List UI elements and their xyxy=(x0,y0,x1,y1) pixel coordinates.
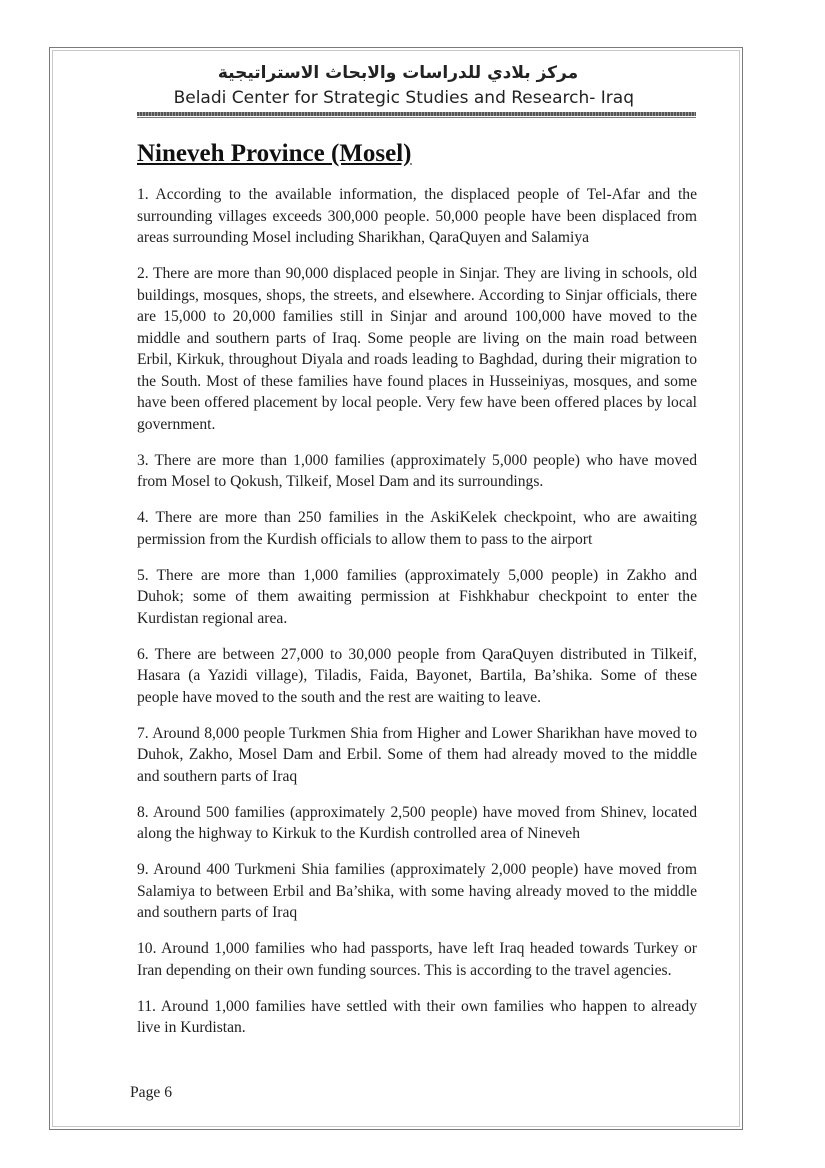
paragraph-7: 7. Around 8,000 people Turkmen Shia from Higher and Lower Sharikhan have moved to Duhok, Zakho, Mosel Dam and Erbil. Some of them had already moved to the middle and southern parts of Iraq xyxy=(137,724,697,785)
header-divider-thin xyxy=(137,117,696,118)
paragraph-9: 9. Around 400 Turkmeni Shia families (approximately 2,000 people) have moved from Salamiya to between Erbil and Ba’shika, with some having already moved to the middle and southern parts of Iraq xyxy=(137,861,697,921)
paragraph-10: 10. Around 1,000 families who had passports, have left Iraq headed towards Turkey or Iran depending on their own funding sources. This is according to the travel agencies. xyxy=(137,940,697,979)
section-title: Nineveh Province (Mosel) xyxy=(137,140,412,167)
document-body xyxy=(137,138,697,1053)
header-arabic-title: مركز بلادي للدراسات والابحاث الاستراتيجية xyxy=(217,63,579,83)
paragraph-4: 4. There are more than 250 families in the AskiKelek checkpoint, who are awaiting permission from the Kurdish officials to allow them to pass to the airport xyxy=(137,509,697,548)
paragraph-6: 6. There are between 27,000 to 30,000 people from QaraQuyen distributed in Tilkeif, Hasara (a Yazidi village), Tiladis, Faida, Bayonet, Bartila, Ba’shika. Some of these people have moved to the south and the rest are waiting to leave. xyxy=(137,645,697,706)
header-divider xyxy=(137,112,696,116)
header-english-title: Beladi Center for Strategic Studies and Research- Iraq xyxy=(173,88,634,108)
paragraph-11: 11. Around 1,000 families have settled with their own families who happen to already live in Kurdistan. xyxy=(137,997,697,1036)
page-number: Page 6 xyxy=(130,1084,173,1101)
paragraph-3: 3. There are more than 1,000 families (approximately 5,000 people) who have moved from Mosel to Qokush, Tilkeif, Mosel Dam and its surroundings. xyxy=(137,451,697,490)
paragraph-2: 2. There are more than 90,000 displaced people in Sinjar. They are living in schools, old buildings, mosques, shops, the streets, and elsewhere. According to Sinjar officials, there are 15,000 to 20,000 families still in Sinjar and around 100,000 have moved to the middle and southern parts of Iraq. Some people are living on the main road between Erbil, Kirkuk, throughout Diyala and roads leading to Baghdad, during their migration to the South. Most of these families have found places in Husseiniyas, mosques, and some have been offered placement by local people. Very few have been offered places by local government. xyxy=(137,265,697,433)
paragraph-8: 8. Around 500 families (approximately 2,500 people) have moved from Shinev, located along the highway to Kirkuk to the Kurdish controlled area of Nineveh xyxy=(137,803,697,842)
paragraph-1: 1. According to the available information, the displaced people of Tel-Afar and the surrounding villages exceeds 300,000 people. 50,000 people have been displaced from areas surrounding Mosel including Sharikhan, QaraQuyen and Salamiya xyxy=(137,186,697,246)
paragraph-5: 5. There are more than 1,000 families (approximately 5,000 people) in Zakho and Duhok; some of them awaiting permission at Fishkhabur checkpoint to enter the Kurdistan regional area. xyxy=(137,566,697,627)
document-header xyxy=(100,60,696,110)
